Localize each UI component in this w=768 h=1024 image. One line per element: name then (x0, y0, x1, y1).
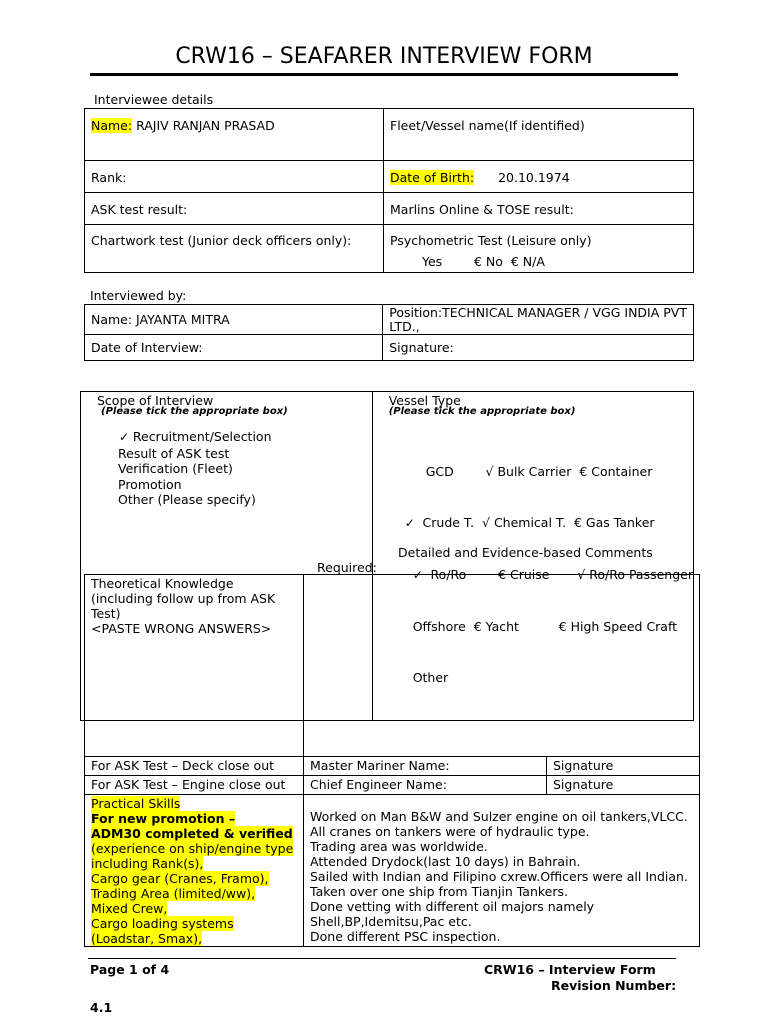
interviewee-section-label: Interviewee details (94, 92, 214, 107)
dob-value: 20.10.1974 (498, 170, 570, 185)
comment-line: Taken over one ship from Tianjin Tankers. (310, 884, 568, 899)
footer-revision-value: 4.1 (90, 1000, 113, 1015)
vessel-type-title: Vessel Type (388, 393, 461, 408)
comment-line: Worked on Man B&W and Sulzer engine on oil tankers,VLCC. (310, 809, 688, 824)
practical-line: Cargo loading systems (91, 916, 234, 931)
practical-line: Cargo gear (Cranes, Framo), (91, 871, 269, 886)
marlins-label: Marlins Online & TOSE result: (390, 202, 574, 217)
rank-cell[interactable] (85, 161, 384, 193)
interviewee-table (84, 108, 694, 273)
dob-label: Date of Birth: (390, 170, 475, 185)
signature-label: Signature: (389, 340, 454, 355)
practical-line: Practical Skills (91, 796, 181, 811)
scope-item-recruitment[interactable] (119, 429, 372, 446)
comment-line: Trading area was worldwide. (310, 839, 488, 854)
theory-line: Theoretical Knowledge (91, 576, 234, 591)
scope-item-label: Other (Please specify) (118, 492, 256, 507)
theory-line: <PASTE WRONG ANSWERS> (91, 621, 272, 636)
scope-item-other[interactable] (118, 492, 372, 508)
practical-line: Mixed Crew, (91, 901, 168, 916)
interviewer-table (84, 304, 694, 361)
name-cell[interactable] (85, 109, 384, 161)
psychometric-cell[interactable] (384, 225, 694, 273)
psychometric-label: Psychometric Test (Leisure only) (390, 233, 592, 248)
name-value: RAJIV RANJAN PRASAD (136, 118, 275, 133)
comments-heading: Detailed and Evidence-based Comments (398, 545, 653, 560)
chartwork-cell[interactable] (85, 225, 384, 273)
name-label: Name: (91, 118, 133, 133)
practical-line: (Loadstar, Smax), (91, 931, 203, 946)
scope-item-verification[interactable] (118, 461, 372, 477)
master-mariner-cell[interactable] (304, 757, 547, 776)
comment-line: Shell,BP,Idemitsu,Pac etc. (310, 914, 472, 929)
chartwork-label: Chartwork test (Junior deck officers only): (91, 233, 352, 248)
practical-line: For new promotion – (91, 811, 236, 826)
comments-table (84, 574, 700, 947)
required-label: Required: (317, 560, 377, 575)
position-cell[interactable] (383, 305, 694, 335)
scope-item-label: Promotion (118, 476, 182, 492)
ask-label: ASK test result: (91, 202, 188, 217)
scope-hint: (Please tick the appropriate box) (101, 406, 288, 417)
vessel-line-other[interactable]: Other (412, 670, 449, 685)
ask-engine-cell (85, 776, 304, 795)
position-line2: LTD., (389, 319, 420, 334)
comment-line: All cranes on tankers were of hydraulic type. (310, 824, 590, 839)
fleet-label: Fleet/Vessel name(If identified) (390, 118, 585, 133)
vessel-type-hint: (Please tick the appropriate box) (388, 406, 576, 417)
dob-cell[interactable] (384, 161, 694, 193)
comment-line: Done different PSC inspection. (310, 929, 501, 944)
footer-form: CRW16 – Interview Form (484, 962, 656, 977)
marlins-cell[interactable] (384, 193, 694, 225)
interviewer-name: Name: JAYANTA MITRA (91, 312, 230, 327)
footer-revision: Revision Number: (551, 978, 677, 993)
theory-cell (85, 575, 304, 757)
fleet-cell[interactable] (384, 109, 694, 161)
signature-cell[interactable] (383, 335, 694, 361)
title-rule (90, 73, 678, 76)
ask-cell[interactable] (85, 193, 384, 225)
scope-item-promotion[interactable] (118, 477, 372, 493)
footer-rule (88, 958, 676, 959)
scope-item-ask[interactable] (118, 446, 372, 462)
vessel-line-offshore[interactable]: Offshore € Yacht € High Speed Craft (412, 619, 678, 634)
interview-date-cell[interactable] (85, 335, 383, 361)
deck-signature-label: Signature (553, 758, 614, 773)
chief-engineer-label: Chief Engineer Name: (310, 777, 447, 792)
vessel-line-label: Ro/Ro € Cruise √ Ro/Ro Passenger (430, 567, 693, 582)
engine-signature-cell[interactable] (547, 776, 700, 795)
theory-line: (including follow up from ASK (91, 591, 276, 606)
ask-deck-label: For ASK Test – Deck close out (91, 758, 275, 773)
vessel-line-label: Crude T. √ Chemical T. € Gas Tanker (422, 515, 655, 530)
interview-date-label: Date of Interview: (91, 340, 203, 355)
deck-signature-cell[interactable] (547, 757, 700, 776)
footer-page: Page 1 of 4 (90, 962, 170, 977)
theory-line: Test) (91, 606, 121, 621)
psychometric-options[interactable]: Yes € No € N/A (422, 254, 545, 269)
scope-item-label: Result of ASK test (118, 445, 230, 461)
scope-title: Scope of Interview (97, 393, 214, 408)
page-title: CRW16 – SEAFARER INTERVIEW FORM (175, 44, 593, 69)
check-icon: ✓ (412, 568, 427, 582)
ask-deck-cell (85, 757, 304, 776)
practical-line: Trading Area (limited/ww), (91, 886, 256, 901)
master-mariner-label: Master Mariner Name: (310, 758, 450, 773)
vessel-line-gcd[interactable]: GCD √ Bulk Carrier € Container (425, 464, 653, 479)
position-line1: Position:TECHNICAL MANAGER / VGG INDIA PVT (389, 305, 687, 320)
practical-line: (experience on ship/engine type (91, 841, 294, 856)
vessel-line-crude[interactable] (405, 514, 693, 532)
practical-line: including Rank(s), (91, 856, 204, 871)
practical-comments-cell[interactable] (304, 795, 700, 947)
comment-line: Done vetting with different oil majors namely (310, 899, 595, 914)
rank-label: Rank: (91, 170, 127, 185)
practical-line: ADM30 completed & verified (91, 826, 293, 841)
engine-signature-label: Signature (553, 777, 614, 792)
scope-item-label: Verification (Fleet) (118, 461, 233, 476)
check-icon: ✓ (404, 516, 419, 530)
theory-comments-cell[interactable] (304, 575, 700, 757)
ask-engine-label: For ASK Test – Engine close out (91, 777, 286, 792)
interviewer-section-label: Interviewed by: (90, 288, 187, 303)
comment-line: Attended Drydock(last 10 days) in Bahrain. (310, 854, 581, 869)
comment-line: Sailed with Indian and Filipino cxrew.Officers were all Indian. (310, 869, 688, 884)
interviewer-name-cell[interactable] (85, 305, 383, 335)
chief-engineer-cell[interactable] (304, 776, 547, 795)
scope-item-label: Recruitment/Selection (132, 429, 272, 444)
check-icon: ✓ (119, 430, 133, 444)
practical-skills-cell (85, 795, 304, 947)
